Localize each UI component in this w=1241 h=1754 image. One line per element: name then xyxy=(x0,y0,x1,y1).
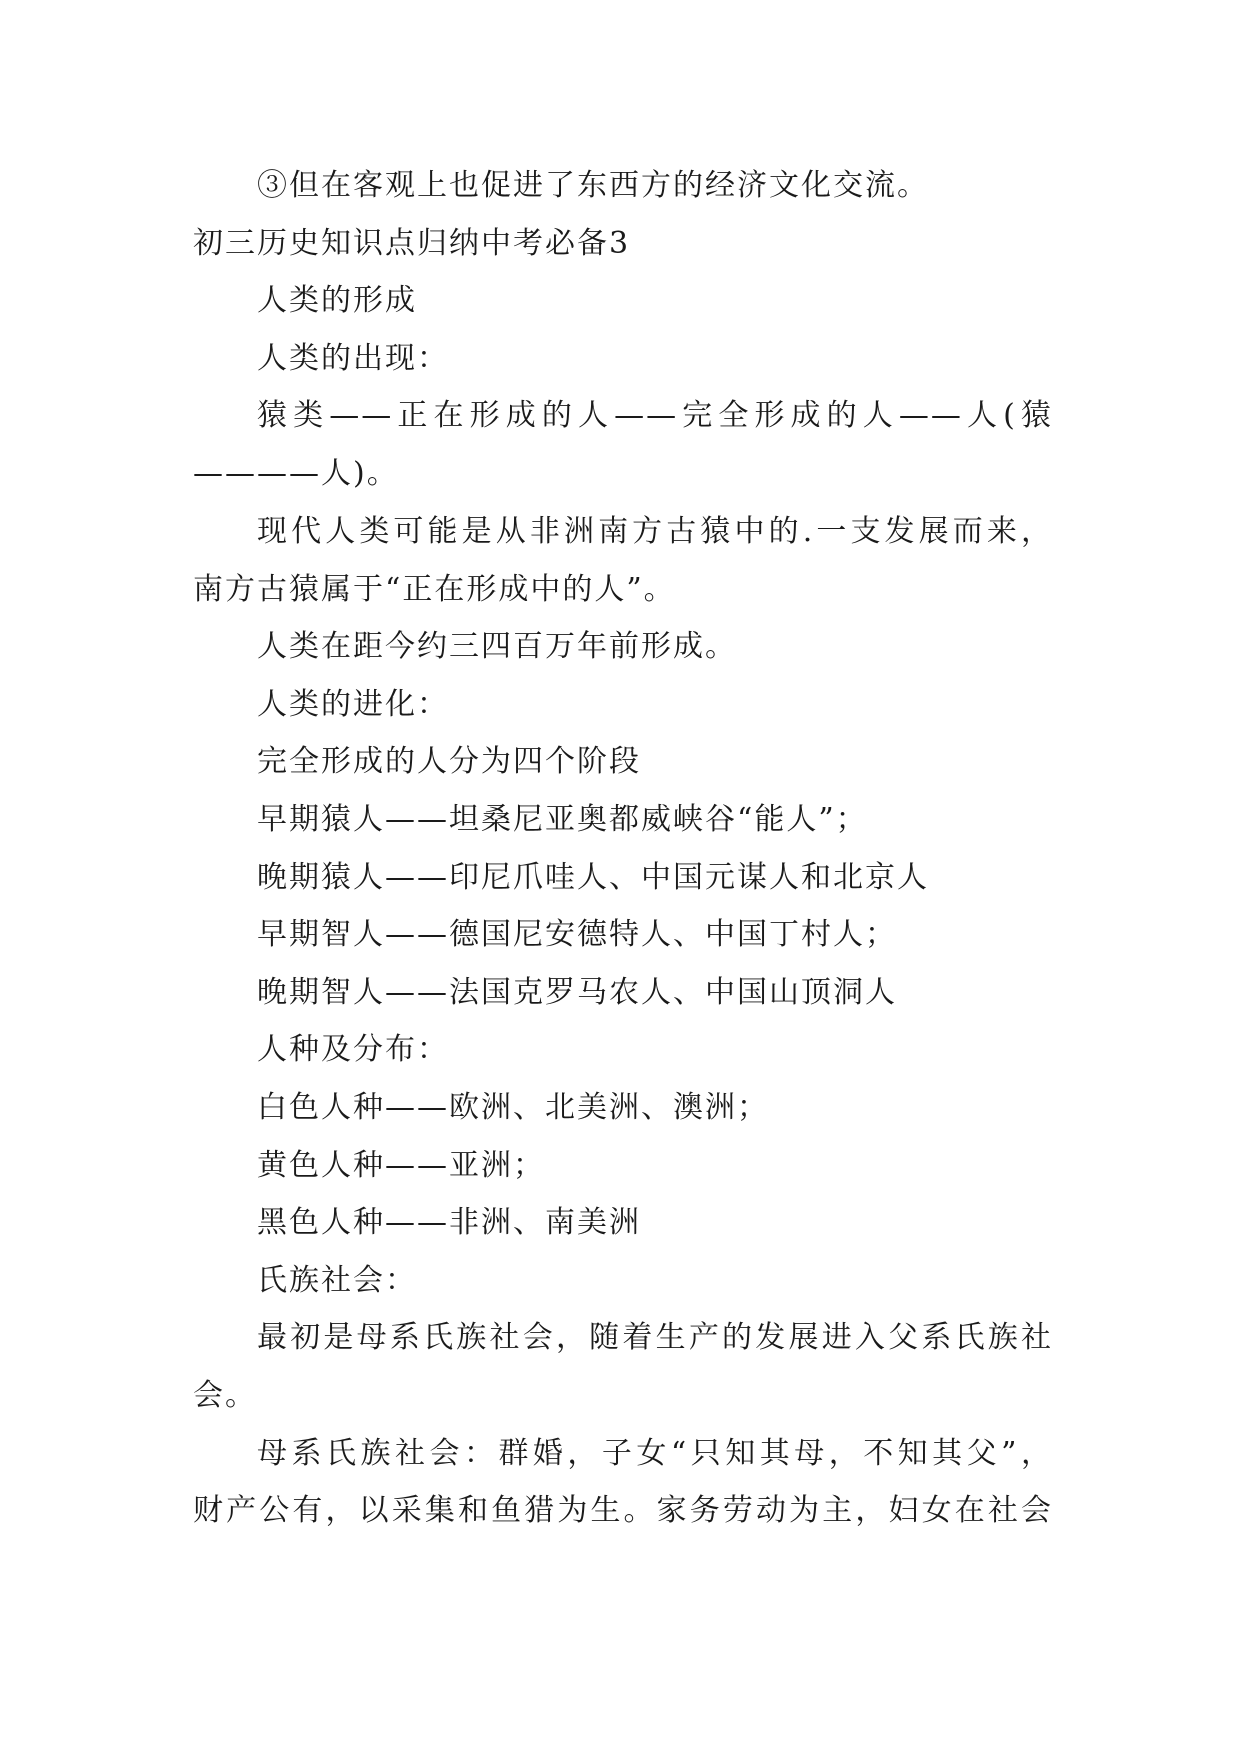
list-item: 黑色人种——非洲、南美洲 xyxy=(257,1205,641,1240)
paragraph-line: 母系氏族社会：群婚，子女“只知其母，不知其父”， xyxy=(257,1436,1053,1471)
paragraph-line: ③但在客观上也促进了东西方的经济文化交流。 xyxy=(257,168,929,203)
list-item: 晚期智人——法国克罗马农人、中国山顶洞人 xyxy=(257,975,897,1010)
section-heading: 初三历史知识点归纳中考必备3 xyxy=(193,226,631,261)
subheading: 人类的出现： xyxy=(257,341,449,376)
paragraph-line: 猿类——正在形成的人——完全形成的人——人(猿 xyxy=(257,398,1053,433)
paragraph-line: 完全形成的人分为四个阶段 xyxy=(257,744,641,779)
list-item: 早期智人——德国尼安德特人、中国丁村人； xyxy=(257,917,897,952)
list-item: 早期猿人——坦桑尼亚奥都威峡谷“能人”； xyxy=(257,802,868,837)
subheading: 人种及分布： xyxy=(257,1032,449,1067)
topic-heading: 人类的形成 xyxy=(257,283,417,318)
paragraph-line: 最初是母系氏族社会，随着生产的发展进入父系氏族社 xyxy=(257,1320,1053,1355)
paragraph-line: 财产公有，以采集和鱼猎为生。家务劳动为主，妇女在社会 xyxy=(193,1493,1053,1528)
subheading: 人类的进化： xyxy=(257,687,449,722)
paragraph-line: 人类在距今约三四百万年前形成。 xyxy=(257,629,737,664)
list-item: 晚期猿人——印尼爪哇人、中国元谋人和北京人 xyxy=(257,860,929,895)
subheading: 氏族社会： xyxy=(257,1263,417,1298)
paragraph-line: 会。 xyxy=(193,1378,257,1413)
paragraph-line: ————人)。 xyxy=(193,456,399,491)
paragraph-line: 现代人类可能是从非洲南方古猿中的.一支发展而来， xyxy=(257,514,1053,549)
paragraph-line: 南方古猿属于“正在形成中的人”。 xyxy=(193,572,676,607)
list-item: 白色人种——欧洲、北美洲、澳洲； xyxy=(257,1090,769,1125)
list-item: 黄色人种——亚洲； xyxy=(257,1148,545,1183)
